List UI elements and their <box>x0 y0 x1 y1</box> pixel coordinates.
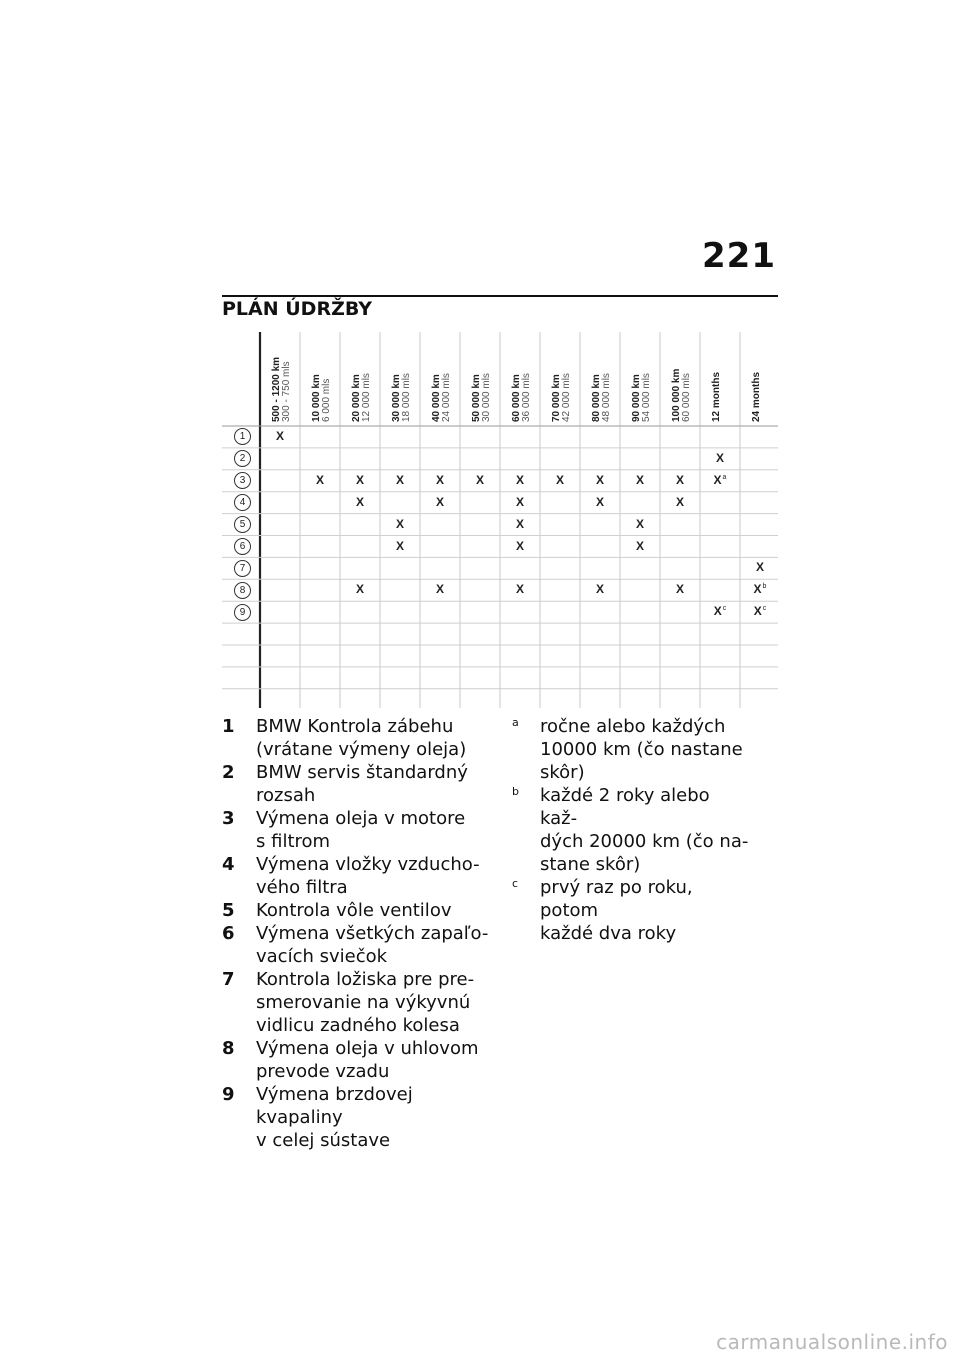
legend-text: BMW Kontrola zábehu (vrátane výmeny oleja) <box>256 716 467 760</box>
column-header-primary: 500 - 1200 km <box>271 356 282 422</box>
legend-item <box>222 853 492 899</box>
title-rule <box>222 295 778 297</box>
mark-symbol: X <box>515 494 524 509</box>
column-header-primary: 100 000 km <box>671 368 682 422</box>
column-header-primary: 24 months <box>751 371 762 422</box>
column-header-miles: 48 000 mls <box>601 373 612 422</box>
mark-symbol: X <box>515 582 524 597</box>
column-header-miles: 36 000 mls <box>521 373 532 422</box>
mark-symbol: X <box>355 582 364 597</box>
mark-symbol: X <box>595 582 604 597</box>
schedule-mark <box>580 473 620 487</box>
mark-symbol: X <box>355 472 364 487</box>
footnote-text: každé 2 roky alebo kaž- dých 20000 km (čo na- stane skôr) <box>540 785 749 875</box>
section-title: PLÁN ÚDRŽBY <box>222 298 373 320</box>
legend-number: 8 <box>222 1038 235 1059</box>
schedule-mark <box>500 582 540 596</box>
footnote-key: b <box>512 785 519 798</box>
column-header <box>432 332 472 426</box>
column-header <box>592 332 632 426</box>
row-number-badge: 3 <box>234 472 251 489</box>
mark-symbol: X <box>355 494 364 509</box>
mark-symbol: X <box>595 494 604 509</box>
mark-symbol: X <box>595 472 604 487</box>
mark-symbol: X <box>675 494 684 509</box>
schedule-mark <box>380 473 420 487</box>
column-header-primary: 60 000 km <box>511 374 522 422</box>
mark-symbol: X <box>435 494 444 509</box>
legend-text: Kontrola ložiska pre pre- smerovanie na výkyvnú vidlicu zadného kolesa <box>256 969 475 1036</box>
legend-item <box>222 1037 492 1083</box>
legend-text: Výmena brzdovej kvapaliny v celej sústave <box>256 1084 413 1151</box>
mark-footnote-ref: c <box>762 605 767 613</box>
column-header-primary: 40 000 km <box>431 374 442 422</box>
schedule-mark <box>580 495 620 509</box>
mark-symbol: X <box>753 604 762 619</box>
column-header-primary: 20 000 km <box>351 374 362 422</box>
column-header-miles: 300 - 750 mls <box>281 361 292 422</box>
legend-item <box>222 715 492 761</box>
legend-item <box>222 922 492 968</box>
legend-number: 1 <box>222 716 235 737</box>
legend-text: BMW servis štandardný rozsah <box>256 762 468 806</box>
footnote-item <box>512 876 752 945</box>
schedule-mark <box>740 560 780 574</box>
row-number-badge: 8 <box>234 582 251 599</box>
legend-list <box>222 715 492 1152</box>
column-header-miles: 54 000 mls <box>641 373 652 422</box>
footnote-text: prvý raz po roku, potom každé dva roky <box>540 877 693 944</box>
legend-item <box>222 761 492 807</box>
maintenance-schedule-table <box>222 332 778 708</box>
column-header <box>672 332 712 426</box>
schedule-mark <box>380 517 420 531</box>
schedule-mark <box>380 539 420 553</box>
legend-item <box>222 968 492 1037</box>
schedule-mark <box>340 582 380 596</box>
mark-symbol: X <box>753 582 762 597</box>
footnotes-list <box>512 715 752 945</box>
legend-text: Kontrola vôle ventilov <box>256 900 452 921</box>
legend-number: 5 <box>222 900 235 921</box>
legend-number: 6 <box>222 923 235 944</box>
mark-symbol: X <box>713 604 722 619</box>
schedule-mark <box>420 473 460 487</box>
mark-symbol: X <box>515 472 524 487</box>
schedule-mark <box>660 473 700 487</box>
mark-symbol: X <box>395 538 404 553</box>
mark-symbol: X <box>555 472 564 487</box>
legend-number: 3 <box>222 808 235 829</box>
schedule-mark <box>420 495 460 509</box>
schedule-mark <box>300 473 340 487</box>
mark-symbol: X <box>515 516 524 531</box>
column-header-primary: 30 000 km <box>391 374 402 422</box>
mark-symbol: X <box>435 582 444 597</box>
column-header-miles: 12 000 mls <box>361 373 372 422</box>
column-header-miles: 60 000 mls <box>681 373 692 422</box>
legend-text: Výmena oleja v motore s filtrom <box>256 808 466 852</box>
schedule-mark <box>740 582 780 596</box>
mark-symbol: X <box>675 582 684 597</box>
column-header-primary: 70 000 km <box>551 374 562 422</box>
row-number-badge: 9 <box>234 604 251 621</box>
column-header <box>392 332 432 426</box>
column-header <box>272 332 312 426</box>
mark-symbol: X <box>635 472 644 487</box>
mark-symbol: X <box>475 472 484 487</box>
legend-number: 7 <box>222 969 235 990</box>
footnote-text: ročne alebo každých 10000 km (čo nastane skôr) <box>540 716 743 783</box>
schedule-mark <box>500 539 540 553</box>
schedule-mark <box>340 495 380 509</box>
mark-symbol: X <box>275 429 284 443</box>
row-number-badge: 6 <box>234 538 251 555</box>
legend-item <box>222 1083 492 1152</box>
schedule-mark <box>620 473 660 487</box>
column-header <box>552 332 592 426</box>
row-number-badge: 5 <box>234 516 251 533</box>
schedule-mark <box>500 495 540 509</box>
schedule-mark <box>700 473 740 487</box>
watermark: carmanualsonline.info <box>716 1330 948 1354</box>
column-header-primary: 80 000 km <box>591 374 602 422</box>
schedule-mark <box>700 451 740 465</box>
column-header <box>712 332 752 426</box>
schedule-mark <box>420 582 460 596</box>
legend-item <box>222 807 492 853</box>
legend-item <box>222 899 492 922</box>
footnote-key: c <box>512 877 519 890</box>
column-header-miles: 18 000 mls <box>401 373 412 422</box>
mark-symbol: X <box>635 538 644 553</box>
column-header-primary: 50 000 km <box>471 374 482 422</box>
schedule-mark <box>620 517 660 531</box>
schedule-mark <box>340 473 380 487</box>
mark-symbol: X <box>435 472 444 487</box>
mark-symbol: X <box>315 472 324 487</box>
schedule-mark <box>740 604 780 618</box>
column-header-primary: 10 000 km <box>311 374 322 422</box>
schedule-mark <box>500 517 540 531</box>
column-header <box>752 332 792 426</box>
mark-footnote-ref: c <box>722 605 727 613</box>
column-header-primary: 12 months <box>711 371 722 422</box>
mark-symbol: X <box>675 472 684 487</box>
schedule-mark <box>660 495 700 509</box>
schedule-mark <box>620 539 660 553</box>
mark-symbol: X <box>715 450 724 465</box>
row-number-badge: 1 <box>234 428 251 445</box>
schedule-mark <box>580 582 620 596</box>
schedule-mark <box>260 429 300 443</box>
schedule-mark <box>700 604 740 618</box>
mark-symbol: X <box>395 472 404 487</box>
column-header-primary: 90 000 km <box>631 374 642 422</box>
legend-number: 9 <box>222 1084 235 1105</box>
row-number-badge: 7 <box>234 560 251 577</box>
column-header-miles: 30 000 mls <box>481 373 492 422</box>
schedule-mark <box>460 473 500 487</box>
schedule-mark <box>540 473 580 487</box>
footnote-item <box>512 784 752 876</box>
mark-symbol: X <box>755 560 764 575</box>
page-number: 221 <box>702 236 776 276</box>
column-header-miles: 24 000 mls <box>441 373 452 422</box>
column-header <box>312 332 352 426</box>
mark-symbol: X <box>395 516 404 531</box>
legend-number: 2 <box>222 762 235 783</box>
row-number-badge: 4 <box>234 494 251 511</box>
footnote-item <box>512 715 752 784</box>
footnote-key: a <box>512 716 519 729</box>
column-header <box>472 332 512 426</box>
legend-text: Výmena vložky vzducho- vého filtra <box>256 854 480 898</box>
legend-text: Výmena oleja v uhlovom prevode vzadu <box>256 1038 479 1082</box>
schedule-mark <box>660 582 700 596</box>
mark-footnote-ref: a <box>722 473 727 481</box>
mark-symbol: X <box>515 538 524 553</box>
mark-symbol: X <box>713 472 722 487</box>
column-header <box>512 332 552 426</box>
legend-number: 4 <box>222 854 235 875</box>
mark-symbol: X <box>635 516 644 531</box>
column-header-miles: 42 000 mls <box>561 373 572 422</box>
mark-footnote-ref: b <box>762 583 767 591</box>
column-header-miles: 6 000 mls <box>321 378 332 422</box>
legend-text: Výmena všetkých zapaľo- vacích sviečok <box>256 923 489 967</box>
schedule-mark <box>500 473 540 487</box>
column-header <box>352 332 392 426</box>
column-header <box>632 332 672 426</box>
row-number-badge: 2 <box>234 450 251 467</box>
